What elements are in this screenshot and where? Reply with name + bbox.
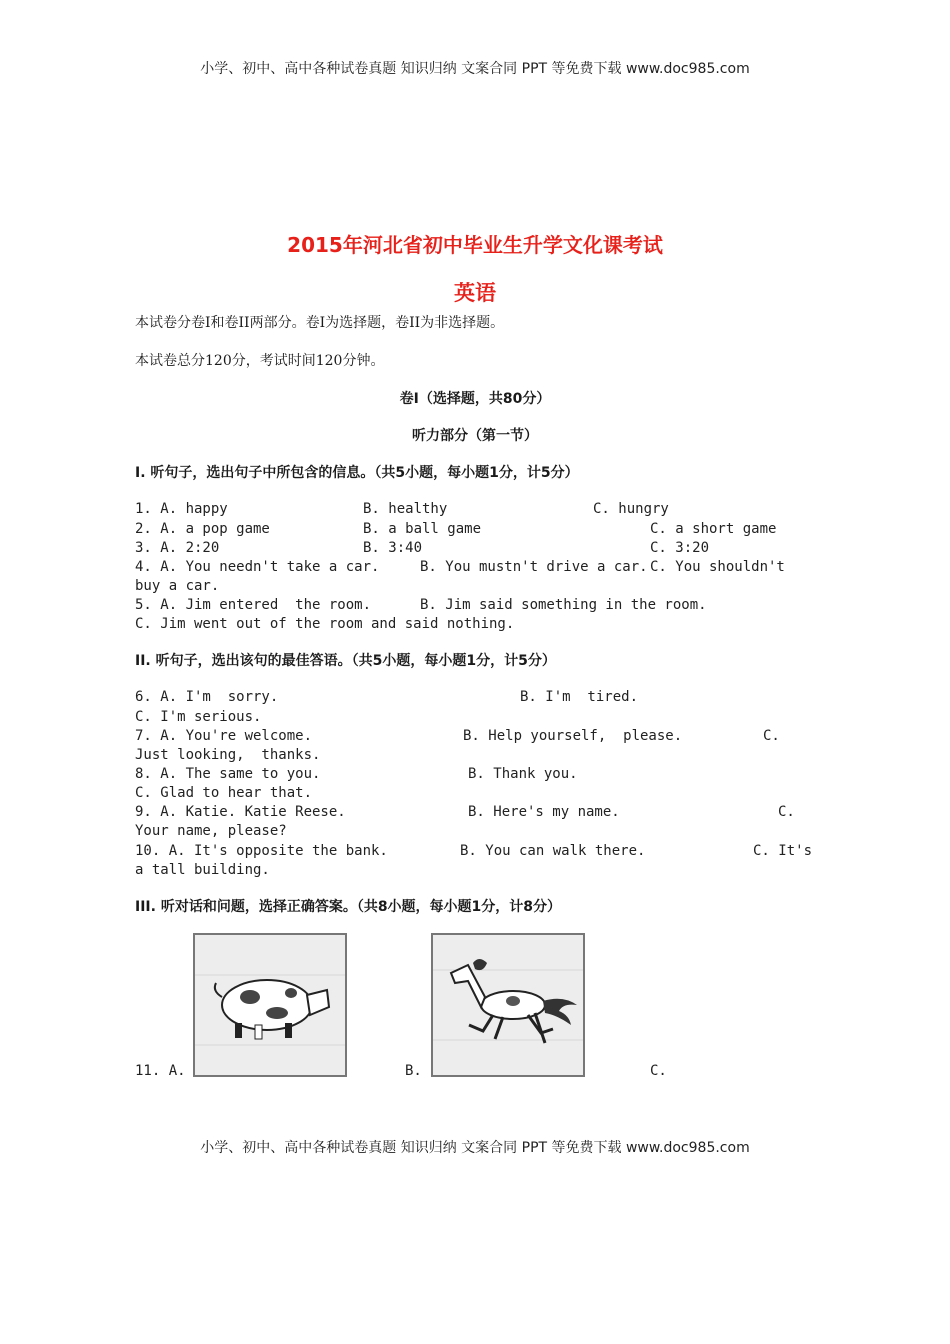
q6-option-b: B. I'm tired.: [520, 689, 639, 705]
q6-option-c: C. I'm serious.: [135, 709, 262, 725]
q10-option-c: C. It's: [753, 843, 813, 859]
part-heading: 卷I（选择题，共80分）: [399, 391, 551, 407]
exam-title: 2015年河北省初中毕业生升学文化课考试: [287, 233, 663, 257]
q10-option-c-cont: a tall building.: [135, 862, 270, 878]
pig-image: [193, 933, 347, 1077]
q7-option-c-cont: Just looking, thanks.: [135, 747, 321, 763]
page-footer: 小学、初中、高中各种试卷真题 知识归纳 文案合同 PPT 等免费下载 www.doc985.com: [200, 1140, 750, 1156]
pig-icon: [195, 935, 345, 1075]
listening-heading: 听力部分（第一节）: [412, 428, 538, 444]
q9-option-c-cont: Your name, please?: [135, 823, 287, 839]
q8-option-a: 8. A. The same to you.: [135, 766, 321, 782]
section-3-heading: III. 听对话和问题，选择正确答案。（共8小题，每小题1分，计8分）: [135, 899, 562, 915]
q4-option-c-cont: buy a car.: [135, 578, 220, 594]
q2-option-a: 2. A. a pop game: [135, 521, 270, 537]
q2-option-c: C. a short game: [650, 521, 777, 537]
intro-line-1: 本试卷分卷I和卷II两部分。卷I为选择题，卷II为非选择题。: [135, 315, 505, 331]
q7-option-b: B. Help yourself, please.: [463, 728, 683, 744]
section-2-heading: II. 听句子，选出该句的最佳答语。（共5小题，每小题1分，计5分）: [135, 653, 556, 669]
q11-option-c-label: C.: [650, 1063, 667, 1079]
q9-option-c: C.: [778, 804, 795, 820]
q7-option-c: C.: [763, 728, 780, 744]
intro-line-2: 本试卷总分120分，考试时间120分钟。: [135, 353, 385, 369]
q5-option-b: B. Jim said something in the room.: [420, 597, 707, 613]
section-1-heading: I. 听句子，选出句子中所包含的信息。（共5小题，每小题1分，计5分）: [135, 465, 579, 481]
q1-option-a: 1. A. happy: [135, 501, 228, 517]
q3-option-c: C. 3:20: [650, 540, 710, 556]
q10-option-b: B. You can walk there.: [460, 843, 646, 859]
page-header: 小学、初中、高中各种试卷真题 知识归纳 文案合同 PPT 等免费下载 www.doc985.com: [200, 61, 750, 77]
q5-option-c: C. Jim went out of the room and said nothing.: [135, 616, 515, 632]
horse-image: [431, 933, 585, 1077]
q9-option-b: B. Here's my name.: [468, 804, 620, 820]
q10-option-a: 10. A. It's opposite the bank.: [135, 843, 388, 859]
q4-option-b: B. You mustn't drive a car.: [420, 559, 648, 575]
q9-option-a: 9. A. Katie. Katie Reese.: [135, 804, 346, 820]
q1-option-c: C. hungry: [593, 501, 669, 517]
q2-option-b: B. a ball game: [363, 521, 482, 537]
q1-option-b: B. healthy: [363, 501, 448, 517]
q11-option-b-label: B.: [405, 1063, 422, 1079]
q7-option-a: 7. A. You're welcome.: [135, 728, 313, 744]
q4-option-a: 4. A. You needn't take a car.: [135, 559, 380, 575]
q8-option-b: B. Thank you.: [468, 766, 578, 782]
q3-option-a: 3. A. 2:20: [135, 540, 220, 556]
exam-subject: 英语: [454, 281, 496, 305]
horse-icon: [433, 935, 583, 1075]
q11-option-a-label: 11. A.: [135, 1063, 186, 1079]
q3-option-b: B. 3:40: [363, 540, 423, 556]
q8-option-c: C. Glad to hear that.: [135, 785, 313, 801]
q5-option-a: 5. A. Jim entered the room.: [135, 597, 372, 613]
q4-option-c: C. You shouldn't: [650, 559, 785, 575]
q6-option-a: 6. A. I'm sorry.: [135, 689, 279, 705]
